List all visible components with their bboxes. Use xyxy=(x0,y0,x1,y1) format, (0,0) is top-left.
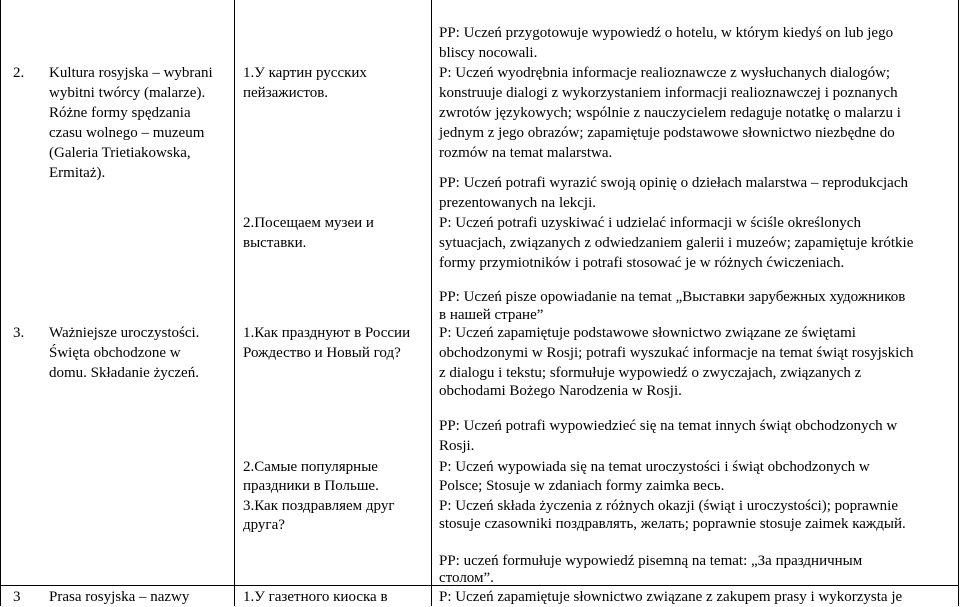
lesson-title: 3.Как поздравляем друг xyxy=(243,498,395,514)
topic-number: 3. xyxy=(13,325,25,341)
goal-pp: PP: Uczeń potrafi wypowiedzieć się na temat innych świąt obchodzonych w xyxy=(439,418,898,434)
lesson-title: 2.Самые популярные xyxy=(243,459,378,475)
goal-p: z dialogu i tekstu; sformułuje wypowiedź o zwyczajach, związanych z xyxy=(439,365,862,381)
goal-p: jednym z jego obrazów; zapamiętuje podstawowe słownictwo niezbędne do xyxy=(439,125,895,141)
topic-line: Kultura rosyjska – wybrani xyxy=(49,65,213,81)
goal-pp: PP: uczeń formułuje wypowiedź pisemną na temat: „За праздничным xyxy=(439,553,863,569)
goal-pp: PP: Uczeń potrafi wyrazić swoją opinię o dziełach malarstwa – reprodukcjach xyxy=(439,175,908,191)
lesson-title: 1.Как празднуют в России xyxy=(243,325,411,341)
goal-p: P: Uczeń wyodrębnia informacje realioznawcze z wysłuchanych dialogów; xyxy=(439,65,891,81)
goal-pp: Rosji. xyxy=(439,438,475,454)
lesson-title: 2.Посещаем музеи и xyxy=(243,215,374,231)
goal-p: rozmów na temat malarstwa. xyxy=(439,145,613,161)
topic-line: wybitni twórcy (malarze). xyxy=(49,85,206,101)
table-border-right xyxy=(958,0,959,606)
goal-pp: prezentowanych na lekcji. xyxy=(439,195,597,211)
goal-pp: bliscy nocowali. xyxy=(439,45,538,61)
goal-p: P: Uczeń składa życzenia z różnych okazji (świąt i uroczystości); poprawnie xyxy=(439,498,898,514)
topic-number: 3 xyxy=(13,589,21,605)
lesson-title: пейзажистов. xyxy=(243,85,329,101)
topic-line: czasu wolnego – muzeum xyxy=(49,125,205,141)
goal-pp: в нашей стране” xyxy=(439,307,544,323)
lesson-title: 1.У картин русских xyxy=(243,65,367,81)
topic-line: Prasa rosyjska – nazwy xyxy=(49,589,190,605)
goal-p: konstruuje dialogi z wykorzystaniem informacji realioznawczej i poznanych xyxy=(439,85,898,101)
lesson-title: Рождество и Новый год? xyxy=(243,345,401,361)
goal-p: P: Uczeń zapamiętuje słownictwo związane z zakupem prasy i wykorzysta je xyxy=(439,589,903,605)
goal-p: zwrotów językowych; wspólnie z nauczycielem redaguje notatkę o malarzu i xyxy=(439,105,901,121)
goal-pp: PP: Uczeń pisze opowiadanie na temat „Выставки зарубежных художников xyxy=(439,289,906,305)
goal-p: P: Uczeń zapamiętuje podstawowe słownictwo związane ze świętami xyxy=(439,325,856,341)
column-divider-2 xyxy=(431,0,432,606)
column-divider-1 xyxy=(234,0,235,606)
goal-p: P: Uczeń potrafi uzyskiwać i udzielać informacji w ściśle określonych xyxy=(439,215,861,231)
topic-line: domu. Składanie życzeń. xyxy=(49,365,199,381)
topic-line: Ermitaż). xyxy=(49,165,106,181)
goal-p: stosuje czasowniki поздравлять, желать; poprawnie stosuje zaimek каждый. xyxy=(439,516,906,532)
goal-p: sytuacjach, związanych z odwiedzaniem galerii i muzeów; zapamiętuje krótkie xyxy=(439,235,914,251)
topic-line: (Galeria Trietiakowska, xyxy=(49,145,191,161)
goal-p: formy przymiotników i potrafi stosować je w różnych ćwiczeniach. xyxy=(439,255,845,271)
goal-pp: столом”. xyxy=(439,570,494,586)
goal-p: obchodzonymi w Rosji; potrafi wyszukać informacje na temat świąt rosyjskich xyxy=(439,345,914,361)
goal-pp: PP: Uczeń przygotowuje wypowiedź o hotelu, w którym kiedyś on lub jego xyxy=(439,25,894,41)
lesson-title: праздники в Польше. xyxy=(243,478,379,494)
topic-number: 2. xyxy=(13,65,25,81)
topic-line: Różne formy spędzania xyxy=(49,105,191,121)
lesson-title: выставки. xyxy=(243,235,307,251)
topic-line: Ważniejsze uroczystości. xyxy=(49,325,200,341)
topic-line: Święta obchodzone w xyxy=(49,345,181,361)
table-border-left xyxy=(0,0,1,606)
lesson-title: 1.У газетного киоска в xyxy=(243,589,388,605)
goal-p: Polsce; Stosuje w zdaniach formy zaimka весь. xyxy=(439,478,725,494)
goal-p: P: Uczeń wypowiada się na temat uroczystości i świąt obchodzonych w xyxy=(439,459,870,475)
goal-p: obchodami Bożego Narodzenia w Rosji. xyxy=(439,383,682,399)
lesson-title: друга? xyxy=(243,517,285,533)
